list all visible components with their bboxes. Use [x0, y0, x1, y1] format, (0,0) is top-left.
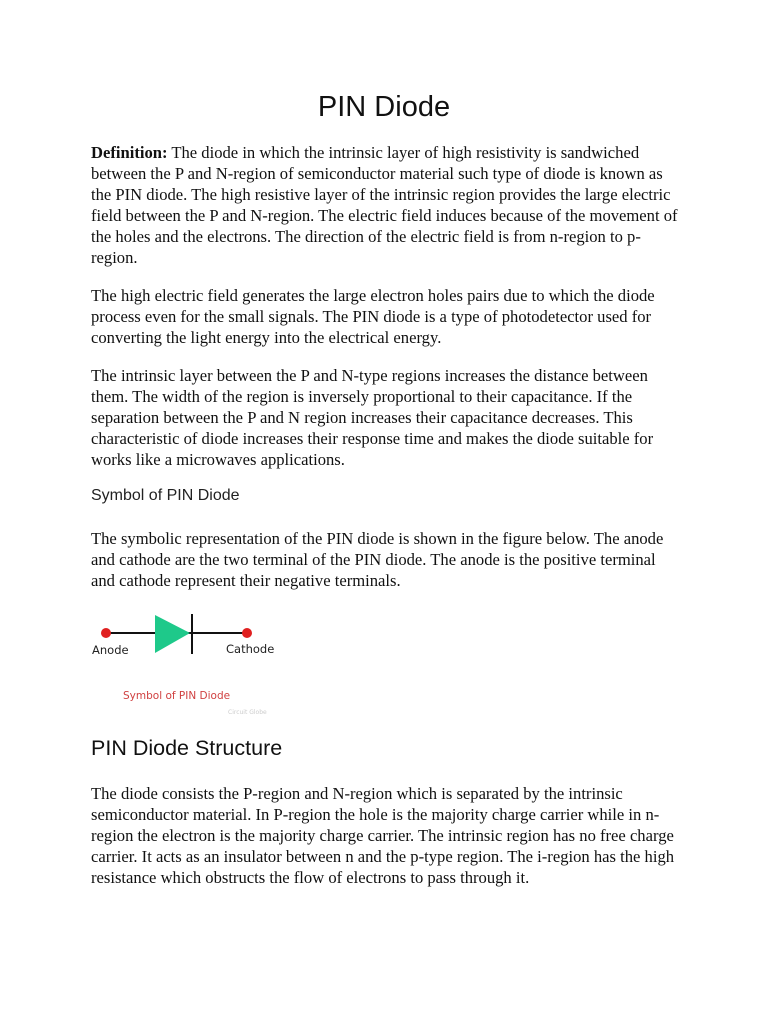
symbol-heading: Symbol of PIN Diode [91, 487, 240, 504]
figure-caption: Symbol of PIN Diode [123, 690, 231, 702]
cathode-label: Cathode [226, 642, 275, 656]
cathode-terminal [242, 628, 252, 638]
definition-label: Definition: [91, 143, 168, 162]
page-title: PIN Diode [317, 91, 451, 123]
anode-label: Anode [92, 643, 129, 657]
definition-paragraph [91, 143, 681, 268]
figure-watermark: Circuit Globe [228, 709, 267, 716]
structure-paragraph: The diode consists the P-region and N-region which is separated by the intrinsic semiconductor material. In P-region the hole is the majority charge carrier while in n-region the electron is the majority charge carrier. The intrinsic region has no free charge carrier. It acts as an insulator between n and the p-type region. The i-region has the high resistance which obstructs the flow of electrons to pass through it. [91, 784, 675, 887]
diode-triangle [155, 615, 190, 653]
electric-field-paragraph: The high electric field generates the large electron holes pairs due to which the diode process even for the small signals. The PIN diode is a type of photodetector used for converting the light energy into the electrical energy. [91, 286, 655, 347]
pin-diode-symbol-figure [88, 608, 278, 718]
pin-diode-symbol-image [88, 608, 278, 718]
symbol-paragraph: The symbolic representation of the PIN diode is shown in the figure below. The anode and cathode are the two terminal of the PIN diode. The anode is the positive terminal and cathode represent their negative terminals. [91, 529, 664, 590]
anode-terminal [101, 628, 111, 638]
definition-text: The diode in which the intrinsic layer of high resistivity is sandwiched between the P and N-region of semiconductor material such type of diode is known as the PIN diode. The high resistive layer of the intrinsic region provides the large electric field between the P and N-region. The electric field induces because of the movement of the holes and the electrons. The direction of the electric field is from n-region to p-region. [91, 143, 678, 267]
structure-heading: PIN Diode Structure [91, 736, 283, 760]
intrinsic-layer-paragraph: The intrinsic layer between the P and N-type regions increases the distance between them. The width of the region is inversely proportional to their capacitance. If the separation between the P and N region increases their capacitance decreases. This characteristic of diode increases their response time and makes the diode suitable for works like a microwaves applications. [91, 366, 654, 469]
